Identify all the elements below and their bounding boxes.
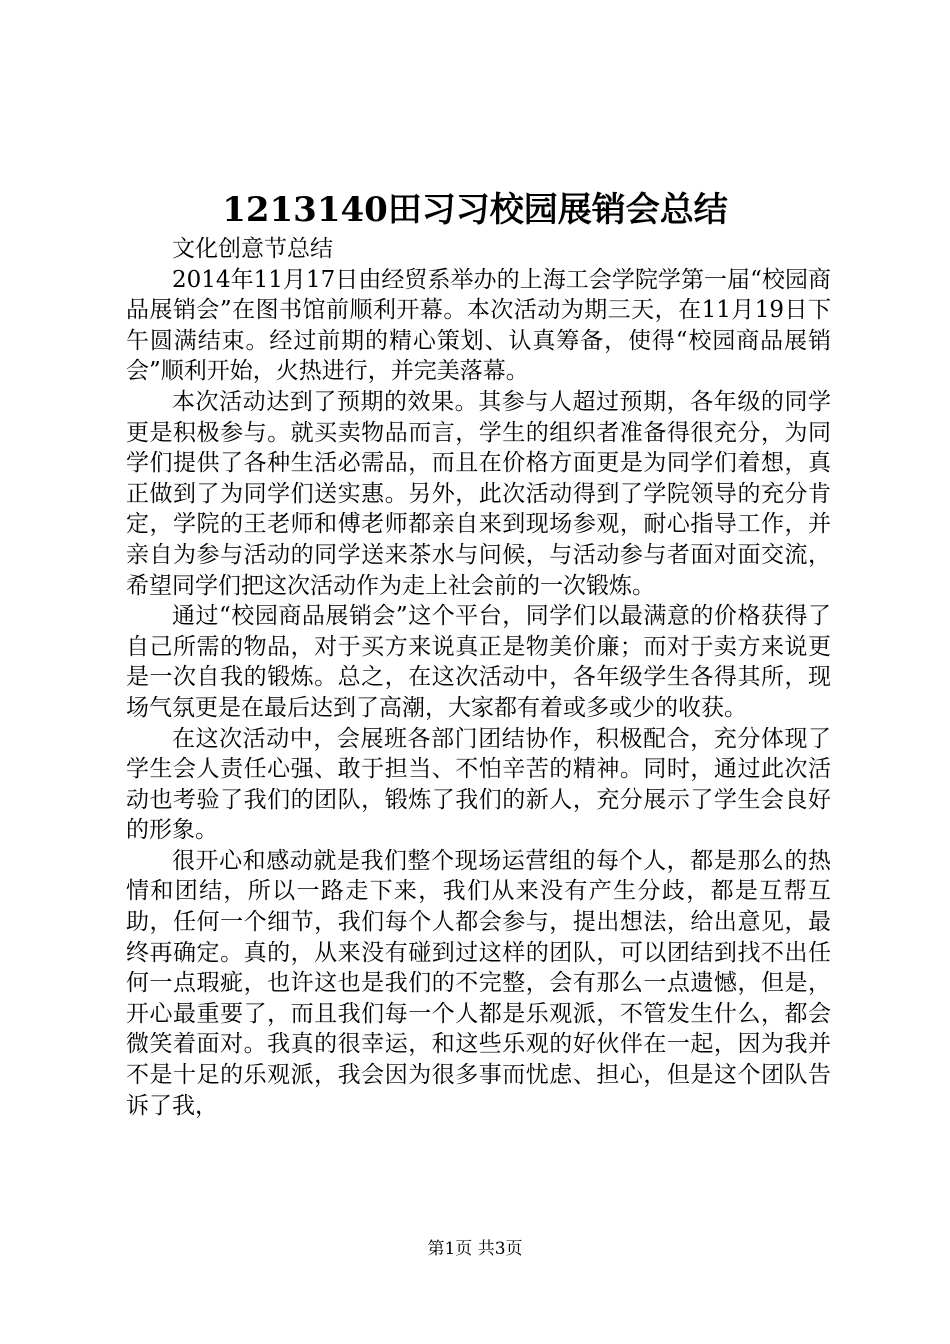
paragraph-subtitle: 文化创意节总结 xyxy=(172,236,333,262)
page-number-label: 第1页 共3页 xyxy=(427,1239,523,1259)
paragraph: 在这次活动中，会展班各部门团结协作，积极配合，充分体现了学生会人责任心强、敢于担当、不怕辛苦的精神。同时，通过此次活动也考验了我们的团队，锻炼了我们的新人，充分展示了学生会良好的形象。 xyxy=(126,725,831,844)
document-body xyxy=(126,234,831,1121)
paragraph: 很开心和感动就是我们整个现场运营组的每个人，都是那么的热情和团结，所以一路走下来，我们从来没有产生分歧，都是互帮互助，任何一个细节，我们每个人都会参与，提出想法，给出意见，最终再确定。真的，从来没有碰到过这样的团队，可以团结到找不出任何一点瑕疵，也许这也是我们的不完整，会有那么一点遗憾，但是，开心最重要了，而且我们每一个人都是乐观派，不管发生什么，都会微笑着面对。我真的很幸运，和这些乐观的好伙伴在一起，因为我并不是十足的乐观派，我会因为很多事而忧虑、担心，但是这个团队告诉了我， xyxy=(126,847,831,1119)
page-footer xyxy=(0,1238,950,1260)
document-title: 1213140田习习校园展销会总结 xyxy=(222,190,728,230)
paragraph: 2014年11月17日由经贸系举办的上海工会学院学第一届“校园商品展销会”在图书馆前顺利开幕。本次活动为期三天，在11月19日下午圆满结束。经过前期的精心策划、认真筹备，使得“校园商品展销会”顺利开始，火热进行，并完美落幕。 xyxy=(126,266,831,385)
paragraph: 通过“校园商品展销会”这个平台，同学们以最满意的价格获得了自己所需的物品，对于买方来说真正是物美价廉；而对于卖方来说更是一次自我的锻炼。总之，在这次活动中，各年级学生各得其所，现场气氛更是在最后达到了高潮，大家都有着或多或少的收获。 xyxy=(126,603,831,721)
paragraph: 本次活动达到了预期的效果。其参与人超过预期，各年级的同学更是积极参与。就买卖物品而言，学生的组织者准备得很充分，为同学们提供了各种生活必需品，而且在价格方面更是为同学们着想，真正做到了为同学们送实惠。另外，此次活动得到了学院领导的充分肯定，学院的王老师和傅老师都亲自来到现场参观，耐心指导工作，并亲自为参与活动的同学送来茶水与问候，与活动参与者面对面交流，希望同学们把这次活动作为走上社会前的一次锻炼。 xyxy=(126,388,831,599)
